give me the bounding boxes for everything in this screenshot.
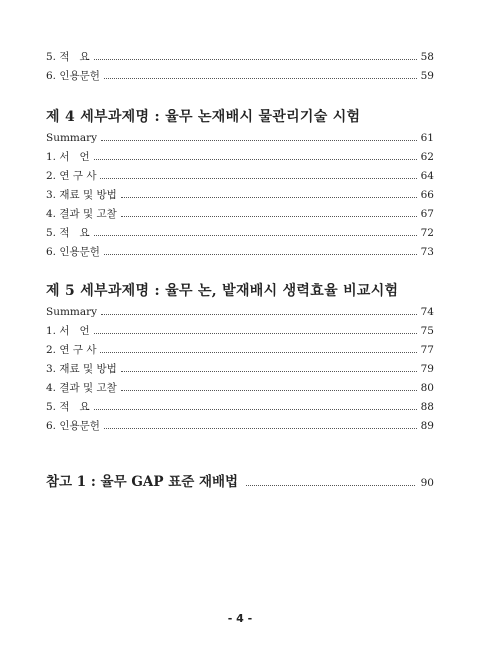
toc-entry-label: 2. 연 구 사 xyxy=(46,344,97,356)
dot-leader xyxy=(104,427,417,429)
toc-entry xyxy=(46,380,434,396)
toc-entry-page: 61 xyxy=(420,132,434,144)
toc-entry-page: 77 xyxy=(420,344,434,356)
dot-leader xyxy=(100,351,416,353)
toc-entry-label: 2. 연 구 사 xyxy=(46,170,97,182)
toc-entry xyxy=(46,149,434,165)
reference-entry xyxy=(46,473,434,492)
dot-leader xyxy=(246,485,415,486)
toc-entry-page: 62 xyxy=(420,151,434,163)
toc-entry-page: 79 xyxy=(420,363,434,375)
toc-entry xyxy=(46,187,434,203)
toc-entry xyxy=(46,168,434,184)
toc-entry-label: 6. 인용문헌 xyxy=(46,70,100,82)
toc-entry-page: 80 xyxy=(420,382,434,394)
toc-entry-page: 67 xyxy=(420,208,434,220)
toc-entry-label: 5. 적 요 xyxy=(46,227,90,239)
toc-entry xyxy=(46,68,434,84)
dot-leader xyxy=(104,77,417,79)
dot-leader xyxy=(121,196,417,198)
toc-entry-page: 73 xyxy=(420,246,434,258)
toc-entry-label: 5. 적 요 xyxy=(46,401,90,413)
dot-leader xyxy=(121,370,417,372)
toc-entry-page: 72 xyxy=(420,227,434,239)
dot-leader xyxy=(101,313,417,315)
toc-entry xyxy=(46,130,434,146)
toc-entry-page: 59 xyxy=(420,70,434,82)
toc-entry xyxy=(46,418,434,434)
toc-entry xyxy=(46,206,434,222)
toc-entry-label: 6. 인용문헌 xyxy=(46,420,100,432)
toc-entry-page: 64 xyxy=(420,170,434,182)
toc-entry xyxy=(46,323,434,339)
toc-entry-label: 3. 재료 및 방법 xyxy=(46,363,117,375)
toc-entry-label: Summary xyxy=(46,306,98,318)
toc-entry-page: 58 xyxy=(420,51,434,63)
toc-entry-page: 74 xyxy=(420,306,434,318)
toc-entry xyxy=(46,361,434,377)
reference-label: 참고 1 : 율무 GAP 표준 재배법 xyxy=(46,474,239,490)
toc-entry-page: 66 xyxy=(420,189,434,201)
toc-entry xyxy=(46,49,434,65)
toc-entry xyxy=(46,244,434,260)
toc-entry-label: 3. 재료 및 방법 xyxy=(46,189,117,201)
toc-entry-label: 4. 결과 및 고찰 xyxy=(46,382,117,394)
dot-leader xyxy=(100,177,416,179)
dot-leader xyxy=(94,408,417,410)
dot-leader xyxy=(94,58,417,60)
page-number: - 4 - xyxy=(227,612,253,625)
toc-entry-page: 89 xyxy=(420,420,434,432)
toc-entry-page: 88 xyxy=(420,401,434,413)
toc-entry-label: 6. 인용문헌 xyxy=(46,246,100,258)
toc-entry xyxy=(46,342,434,358)
toc-entry xyxy=(46,399,434,415)
toc-entry-label: 4. 결과 및 고찰 xyxy=(46,208,117,220)
dot-leader xyxy=(94,332,417,334)
section-heading: 제 4 세부과제명 : 율무 논재배시 물관리기술 시험 xyxy=(46,109,361,125)
toc-entry-label: 1. 서 언 xyxy=(46,325,90,337)
dot-leader xyxy=(104,253,417,255)
toc-entry xyxy=(46,304,434,320)
toc-entry-label: Summary xyxy=(46,132,98,144)
dot-leader xyxy=(121,215,417,217)
reference-page: 90 xyxy=(420,477,434,489)
toc-entry-label: 1. 서 언 xyxy=(46,151,90,163)
toc-entry-page: 75 xyxy=(420,325,434,337)
toc-entry-label: 5. 적 요 xyxy=(46,51,90,63)
dot-leader xyxy=(101,139,417,141)
dot-leader xyxy=(94,158,417,160)
dot-leader xyxy=(121,389,417,391)
dot-leader xyxy=(94,234,417,236)
toc-entry xyxy=(46,225,434,241)
section-heading: 제 5 세부과제명 : 율무 논, 밭재배시 생력효율 비교시험 xyxy=(46,283,399,299)
